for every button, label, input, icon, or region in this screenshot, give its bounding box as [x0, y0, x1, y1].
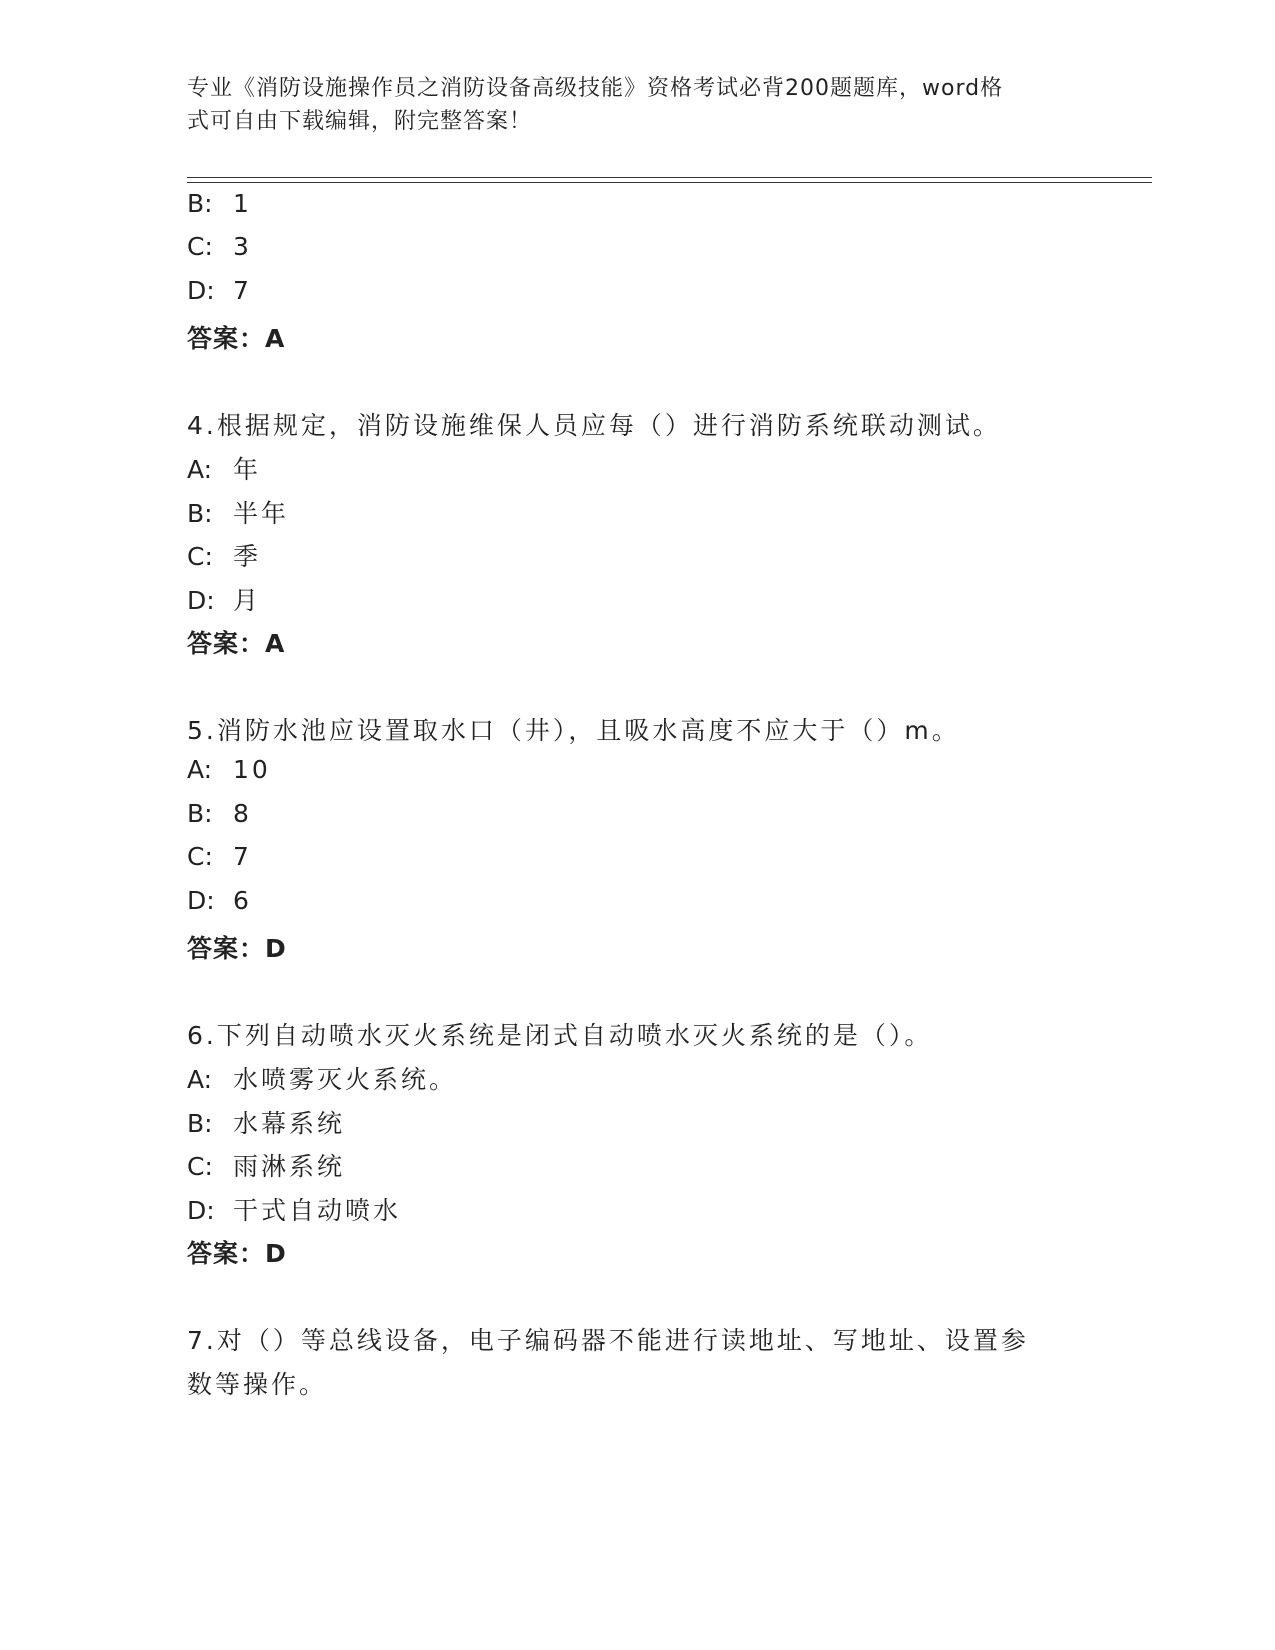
option-text: 月 — [233, 586, 262, 615]
q6-question: 6.下列自动喷水灭火系统是闭式自动喷水灭火系统的是（）。 — [187, 1021, 933, 1050]
option-text: 7 — [233, 842, 252, 871]
q4-option-b — [187, 494, 289, 530]
option-label: A: — [187, 755, 213, 784]
q6-answer: 答案：D — [187, 1239, 287, 1268]
option-label: D: — [187, 586, 215, 615]
q6-option-c — [187, 1147, 345, 1183]
option-label: D: — [187, 1196, 215, 1225]
q5-option-c — [187, 842, 252, 871]
option-text: 季 — [233, 542, 262, 571]
header-line-1: 专业《消防设施操作员之消防设备高级技能》资格考试必背200题题库，word格 — [187, 76, 1004, 101]
q3-option-d — [187, 276, 252, 305]
option-text: 水喷雾灭火系统。 — [233, 1065, 458, 1094]
option-label: C: — [187, 232, 213, 261]
q3-answer: 答案：A — [187, 324, 286, 353]
q5-question: 5.消防水池应设置取水口（井），且吸水高度不应大于（）m。 — [187, 716, 960, 745]
q4-answer: 答案：A — [187, 629, 286, 658]
header-line-2: 式可自由下载编辑，附完整答案！ — [187, 109, 533, 134]
option-label: C: — [187, 1152, 213, 1181]
option-text: 雨淋系统 — [233, 1152, 346, 1181]
option-text: 半年 — [233, 499, 290, 528]
q6-option-a — [187, 1060, 457, 1096]
option-text: 7 — [233, 276, 252, 305]
option-label: A: — [187, 455, 213, 484]
option-label: D: — [187, 276, 215, 305]
option-text: 10 — [233, 755, 271, 784]
q4-option-a — [187, 450, 261, 486]
q7-question-line-2: 数等操作。 — [187, 1370, 328, 1399]
option-label: C: — [187, 842, 213, 871]
header-divider-top — [187, 177, 1152, 178]
option-label: B: — [187, 1109, 213, 1138]
option-label: D: — [187, 886, 215, 915]
document-header — [187, 72, 1067, 138]
option-text: 8 — [233, 799, 252, 828]
option-text: 年 — [233, 455, 262, 484]
q5-answer: 答案：D — [187, 934, 287, 963]
q5-option-b — [187, 799, 252, 828]
option-text: 1 — [233, 189, 252, 218]
option-label: B: — [187, 499, 213, 528]
q6-option-d — [187, 1191, 401, 1227]
option-text: 3 — [233, 232, 252, 261]
option-label: B: — [187, 799, 213, 828]
q6-option-b — [187, 1104, 345, 1140]
option-text: 6 — [233, 886, 252, 915]
option-text: 干式自动喷水 — [233, 1196, 402, 1225]
header-divider-bottom — [187, 182, 1152, 183]
option-text: 水幕系统 — [233, 1109, 346, 1138]
option-label: B: — [187, 189, 213, 218]
q4-option-c — [187, 537, 261, 573]
q3-option-b — [187, 189, 252, 218]
q5-option-d — [187, 886, 252, 915]
q7-question-line-1: 7.对（）等总线设备，电子编码器不能进行读地址、写地址、设置参 — [187, 1326, 1029, 1355]
q5-option-a — [187, 755, 271, 784]
q3-option-c — [187, 232, 252, 261]
q4-question: 4.根据规定，消防设施维保人员应每（）进行消防系统联动测试。 — [187, 411, 1001, 440]
option-label: A: — [187, 1065, 213, 1094]
option-label: C: — [187, 542, 213, 571]
q4-option-d — [187, 581, 261, 617]
